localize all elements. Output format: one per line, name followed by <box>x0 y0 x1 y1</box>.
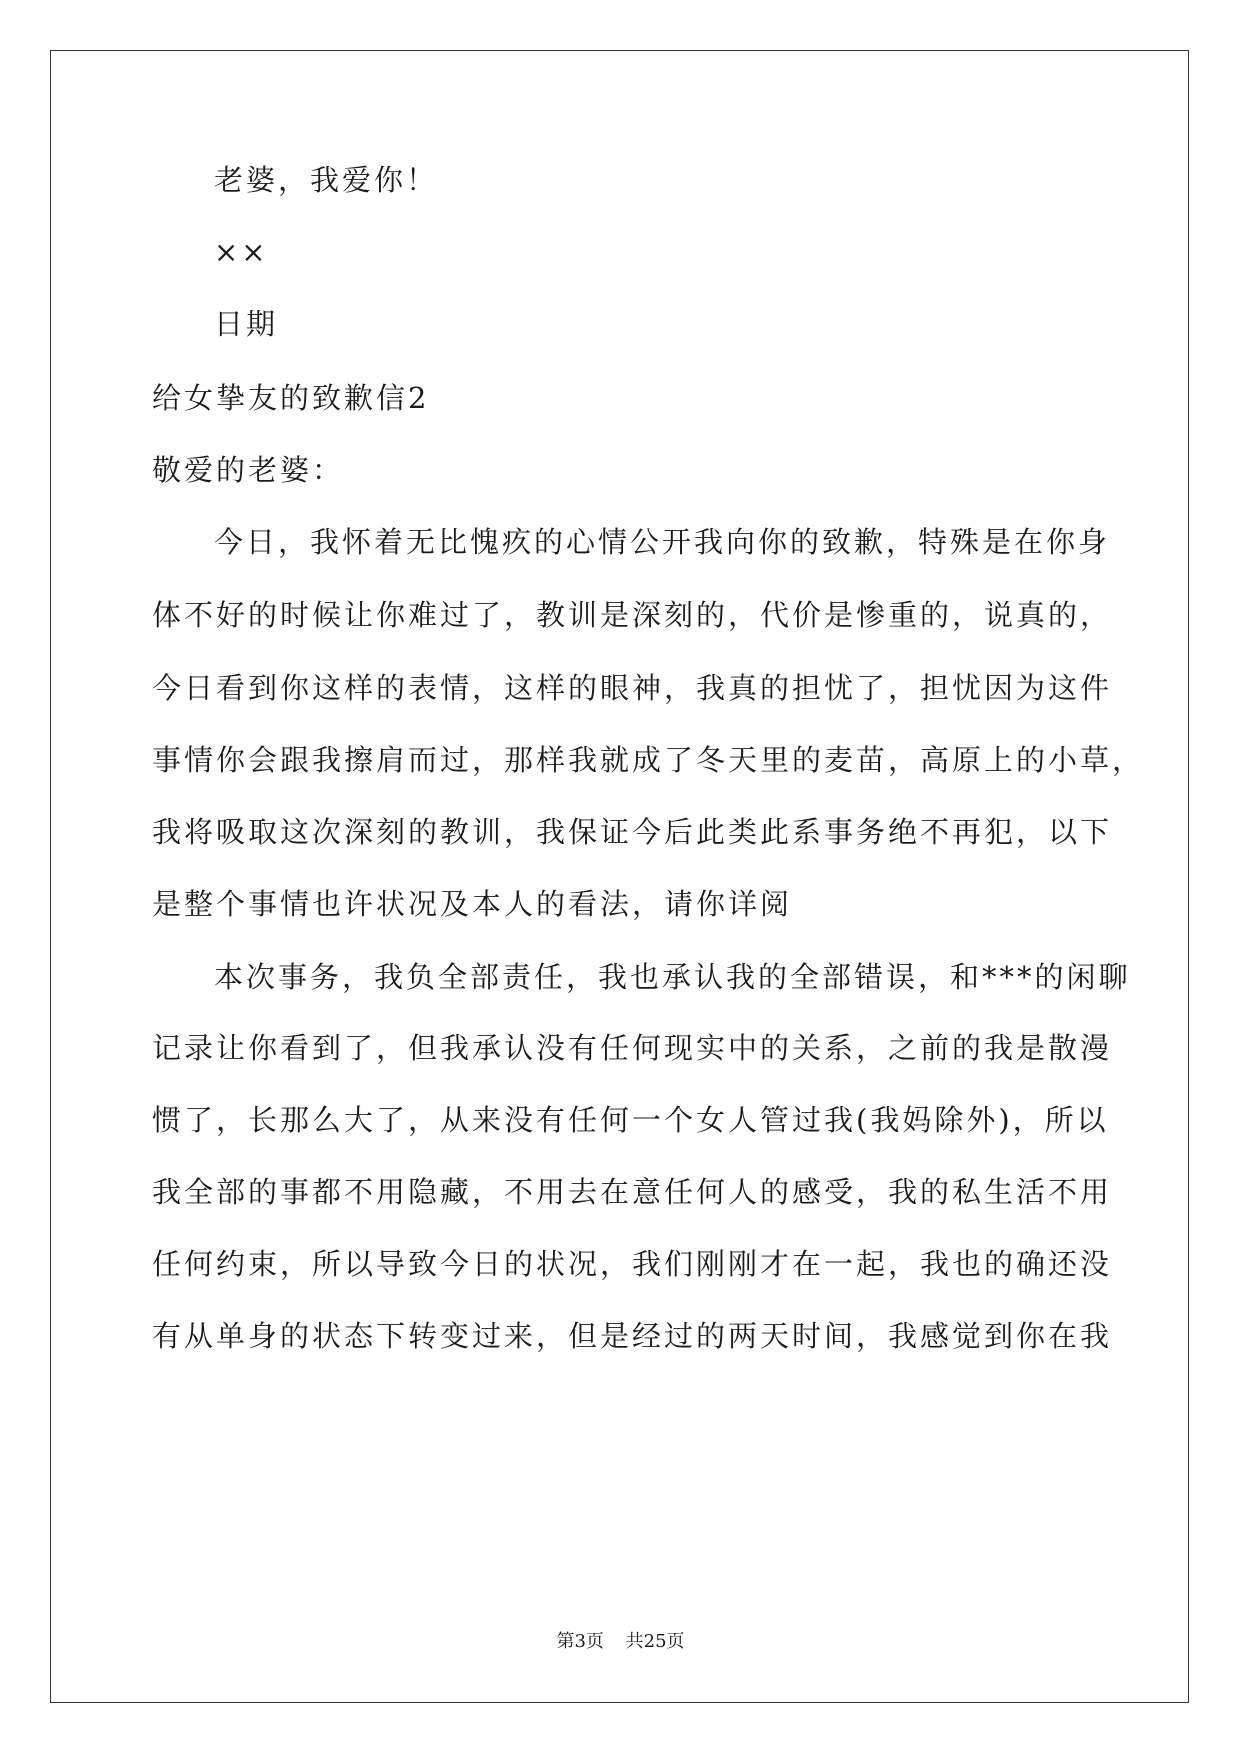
date-line: 日期 <box>214 307 279 341</box>
paragraph-line: 我将吸取这次深刻的教训，我保证今后此类此系事务绝不再犯，以下 <box>152 815 1113 849</box>
signature-line: ×× <box>214 235 269 269</box>
paragraph-line: 惯了，长那么大了，从来没有任何一个女人管过我(我妈除外)，所以 <box>152 1103 1109 1137</box>
paragraph-line: 体不好的时候让你难过了，教训是深刻的，代价是惨重的，说真的， <box>152 598 1113 632</box>
page-total: 共25页 <box>625 1631 685 1652</box>
paragraph-line: 今日看到你这样的表情，这样的眼神，我真的担忧了，担忧因为这件 <box>152 671 1113 705</box>
section-title: 给女挚友的致歉信2 <box>152 381 430 415</box>
page-border <box>50 50 1189 1703</box>
paragraph-line: 本次事务，我负全部责任，我也承认我的全部错误，和***的闲聊 <box>214 960 1131 994</box>
paragraph-line: 事情你会跟我擦肩而过，那样我就成了冬天里的麦苗，高原上的小草， <box>152 743 1145 777</box>
paragraph-line: 有从单身的状态下转变过来，但是经过的两天时间，我感觉到你在我 <box>152 1319 1113 1353</box>
closing-line: 老婆，我爱你！ <box>214 163 439 197</box>
salutation: 敬爱的老婆： <box>152 453 345 487</box>
page-number: 第3页 <box>556 1631 604 1652</box>
paragraph-line: 今日，我怀着无比愧疚的心情公开我向你的致歉，特殊是在你身 <box>214 525 1111 559</box>
paragraph-line: 是整个事情也许状况及本人的看法，请你详阅 <box>152 887 793 921</box>
paragraph-line: 任何约束，所以导致今日的状况，我们刚刚才在一起，我也的确还没 <box>152 1247 1113 1281</box>
paragraph-line: 我全部的事都不用隐藏，不用去在意任何人的感受，我的私生活不用 <box>152 1175 1113 1209</box>
paragraph-line: 记录让你看到了，但我承认没有任何现实中的关系，之前的我是散漫 <box>152 1031 1113 1065</box>
page-footer <box>0 1627 1241 1653</box>
